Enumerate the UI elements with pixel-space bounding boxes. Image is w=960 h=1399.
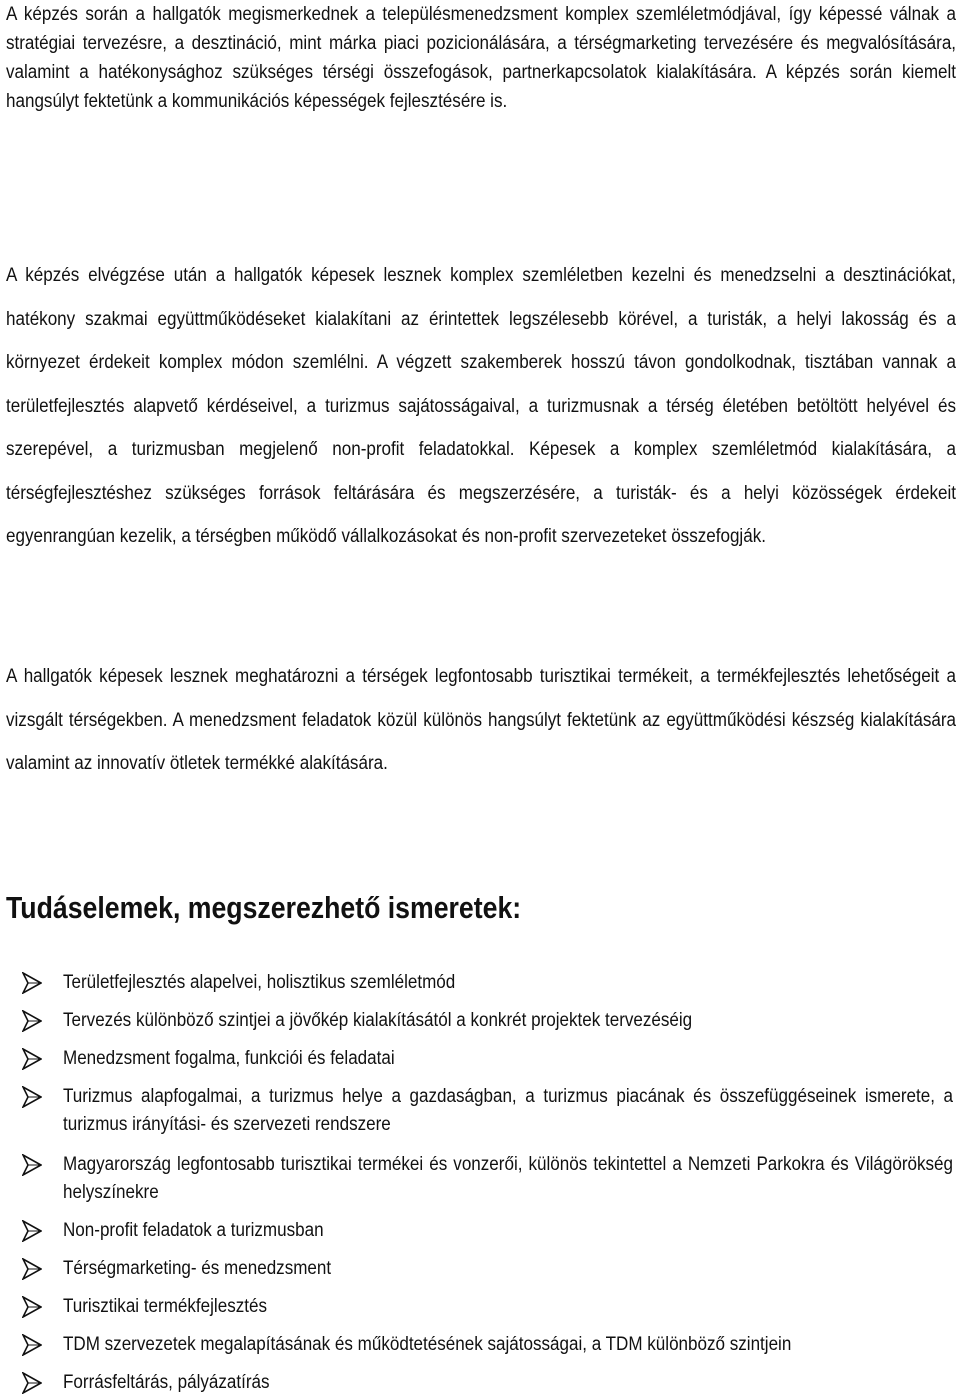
outcomes-paragraph: A képzés elvégzése után a hallgatók képesek lesznek komplex szemléletben kezelni és menedzselni a desztinációkat, hatékony szakmai együttműködéseket kialakítani az érintettek legszélesebb körével, a turisták, a helyi lakosság és a környezet érdekeit komplex módon szemlélni. A végzett szakemberek hosszú távon gondolkodnak, tisztában vannak a területfejlesztés alapvető kérdéseivel, a turizmus sajátosságaival, a turizmusnak a térség életében betöltött helyével és szerepével, a turizmusban megjelenő non-profit feladatokkal. Képesek a komplex szemléletmód kialakítására, a térségfejlesztéshez szükséges források feltárására és megszerzésére, a turisták- és a helyi közösségek érdekeit egyenrangúan kezelik, a térségben működő vállalkozásokat és non-profit szervezeteket összefogják. [6,264,957,547]
list-item-text: Tervezés különböző szintjei a jövőkép kialakításától a konkrét projektek tervezéséig [63,1009,693,1031]
list-item-text: Térségmarketing- és menedzsment [63,1257,332,1279]
arrowhead-bullet-icon [22,1372,42,1394]
list-item-text: Menedzsment fogalma, funkciói és feladatai [63,1047,395,1069]
arrowhead-bullet-icon [22,1154,42,1176]
list-item-text: Területfejlesztés alapelvei, holisztikus szemléletmód [63,971,456,993]
arrowhead-bullet-icon [22,972,42,994]
intro-paragraph: A képzés során a hallgatók megismerkednek a településmenedzsment komplex szemléletmódjával, így képessé válnak a stratégiai tervezésre, a desztináció, mint márka piaci pozicionálására, a térségmarketing tervezésére és megvalósítására, valamint a hatékonysághoz szükséges térségi összefogások, partnerkapcsolatok kialakítására. A képzés során kiemelt hangsúlyt fektetünk a kommunikációs képességek fejlesztésére is. [6,3,957,112]
arrowhead-bullet-icon [22,1086,42,1108]
arrowhead-bullet-icon [22,1258,42,1280]
arrowhead-bullet-icon [22,1296,42,1318]
list-item-text: Non-profit feladatok a turizmusban [63,1219,324,1241]
section-heading: Tudáselemek, megszerezhető ismeretek: [6,890,522,925]
list-item-text: TDM szervezetek megalapításának és működtetésének sajátosságai, a TDM különböző szintjein [63,1333,792,1355]
arrowhead-bullet-icon [22,1010,42,1032]
arrowhead-bullet-icon [22,1220,42,1242]
arrowhead-bullet-icon [22,1048,42,1070]
products-paragraph: A hallgatók képesek lesznek meghatározni a térségek legfontosabb turisztikai termékeit, a termékfejlesztés lehetőségeit a vizsgált térségekben. A menedzsment feladatok közül különös hangsúlyt fektetünk az együttműködési készség kialakítására valamint az innovatív ötletek termékké alakítására. [6,665,957,774]
list-item-text: Turizmus alapfogalmai, a turizmus helye a gazdaságban, a turizmus piacának és összefüggéseinek ismerete, a turizmus irányítási- és szervezeti rendszere [63,1085,954,1135]
list-item-text: Turisztikai termékfejlesztés [63,1295,267,1317]
list-item-text: Forrásfeltárás, pályázatírás [63,1371,270,1393]
arrowhead-bullet-icon [22,1334,42,1356]
list-item-text: Magyarország legfontosabb turisztikai termékei és vonzerői, különös tekintettel a Nemzeti Parkokra és Világörökség helyszínekre [63,1153,954,1203]
